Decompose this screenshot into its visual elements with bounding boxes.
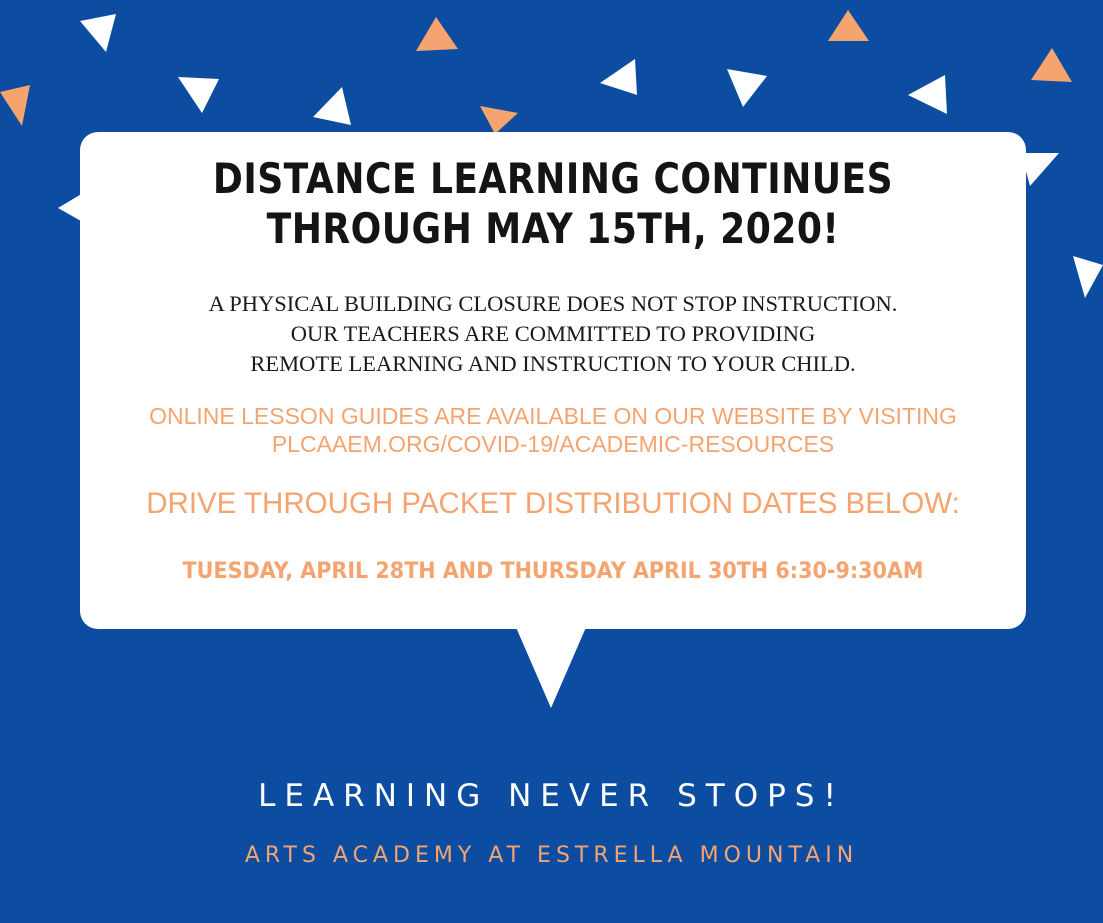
body-line-2: OUR TEACHERS ARE COMMITTED TO PROVIDING bbox=[290, 321, 816, 346]
slogan: LEARNING NEVER STOPS! bbox=[258, 778, 845, 814]
body-copy bbox=[80, 289, 1026, 379]
headline-line-2: THROUGH MAY 15TH, 2020! bbox=[266, 204, 840, 253]
speech-bubble bbox=[80, 132, 1026, 629]
online-line-2: PLCAAEM.ORG/COVID-19/ACADEMIC-RESOURCES bbox=[271, 431, 835, 457]
online-line-1: ONLINE LESSON GUIDES ARE AVAILABLE ON OUR WEBSITE BY VISITING bbox=[149, 403, 957, 429]
school-name: ARTS ACADEMY AT ESTRELLA MOUNTAIN bbox=[244, 843, 859, 868]
drive-through-heading: DRIVE THROUGH PACKET DISTRIBUTION DATES BELOW: bbox=[146, 487, 960, 520]
online-resources bbox=[80, 402, 1026, 458]
distribution-dates: TUESDAY, APRIL 28TH AND THURSDAY APRIL 30TH 6:30-9:30AM bbox=[182, 559, 924, 584]
body-line-3: REMOTE LEARNING AND INSTRUCTION TO YOUR CHILD. bbox=[250, 351, 856, 376]
headline-line-1: DISTANCE LEARNING CONTINUES bbox=[212, 154, 894, 203]
body-line-1: A PHYSICAL BUILDING CLOSURE DOES NOT STOP INSTRUCTION. bbox=[208, 291, 898, 316]
headline bbox=[146, 154, 960, 254]
